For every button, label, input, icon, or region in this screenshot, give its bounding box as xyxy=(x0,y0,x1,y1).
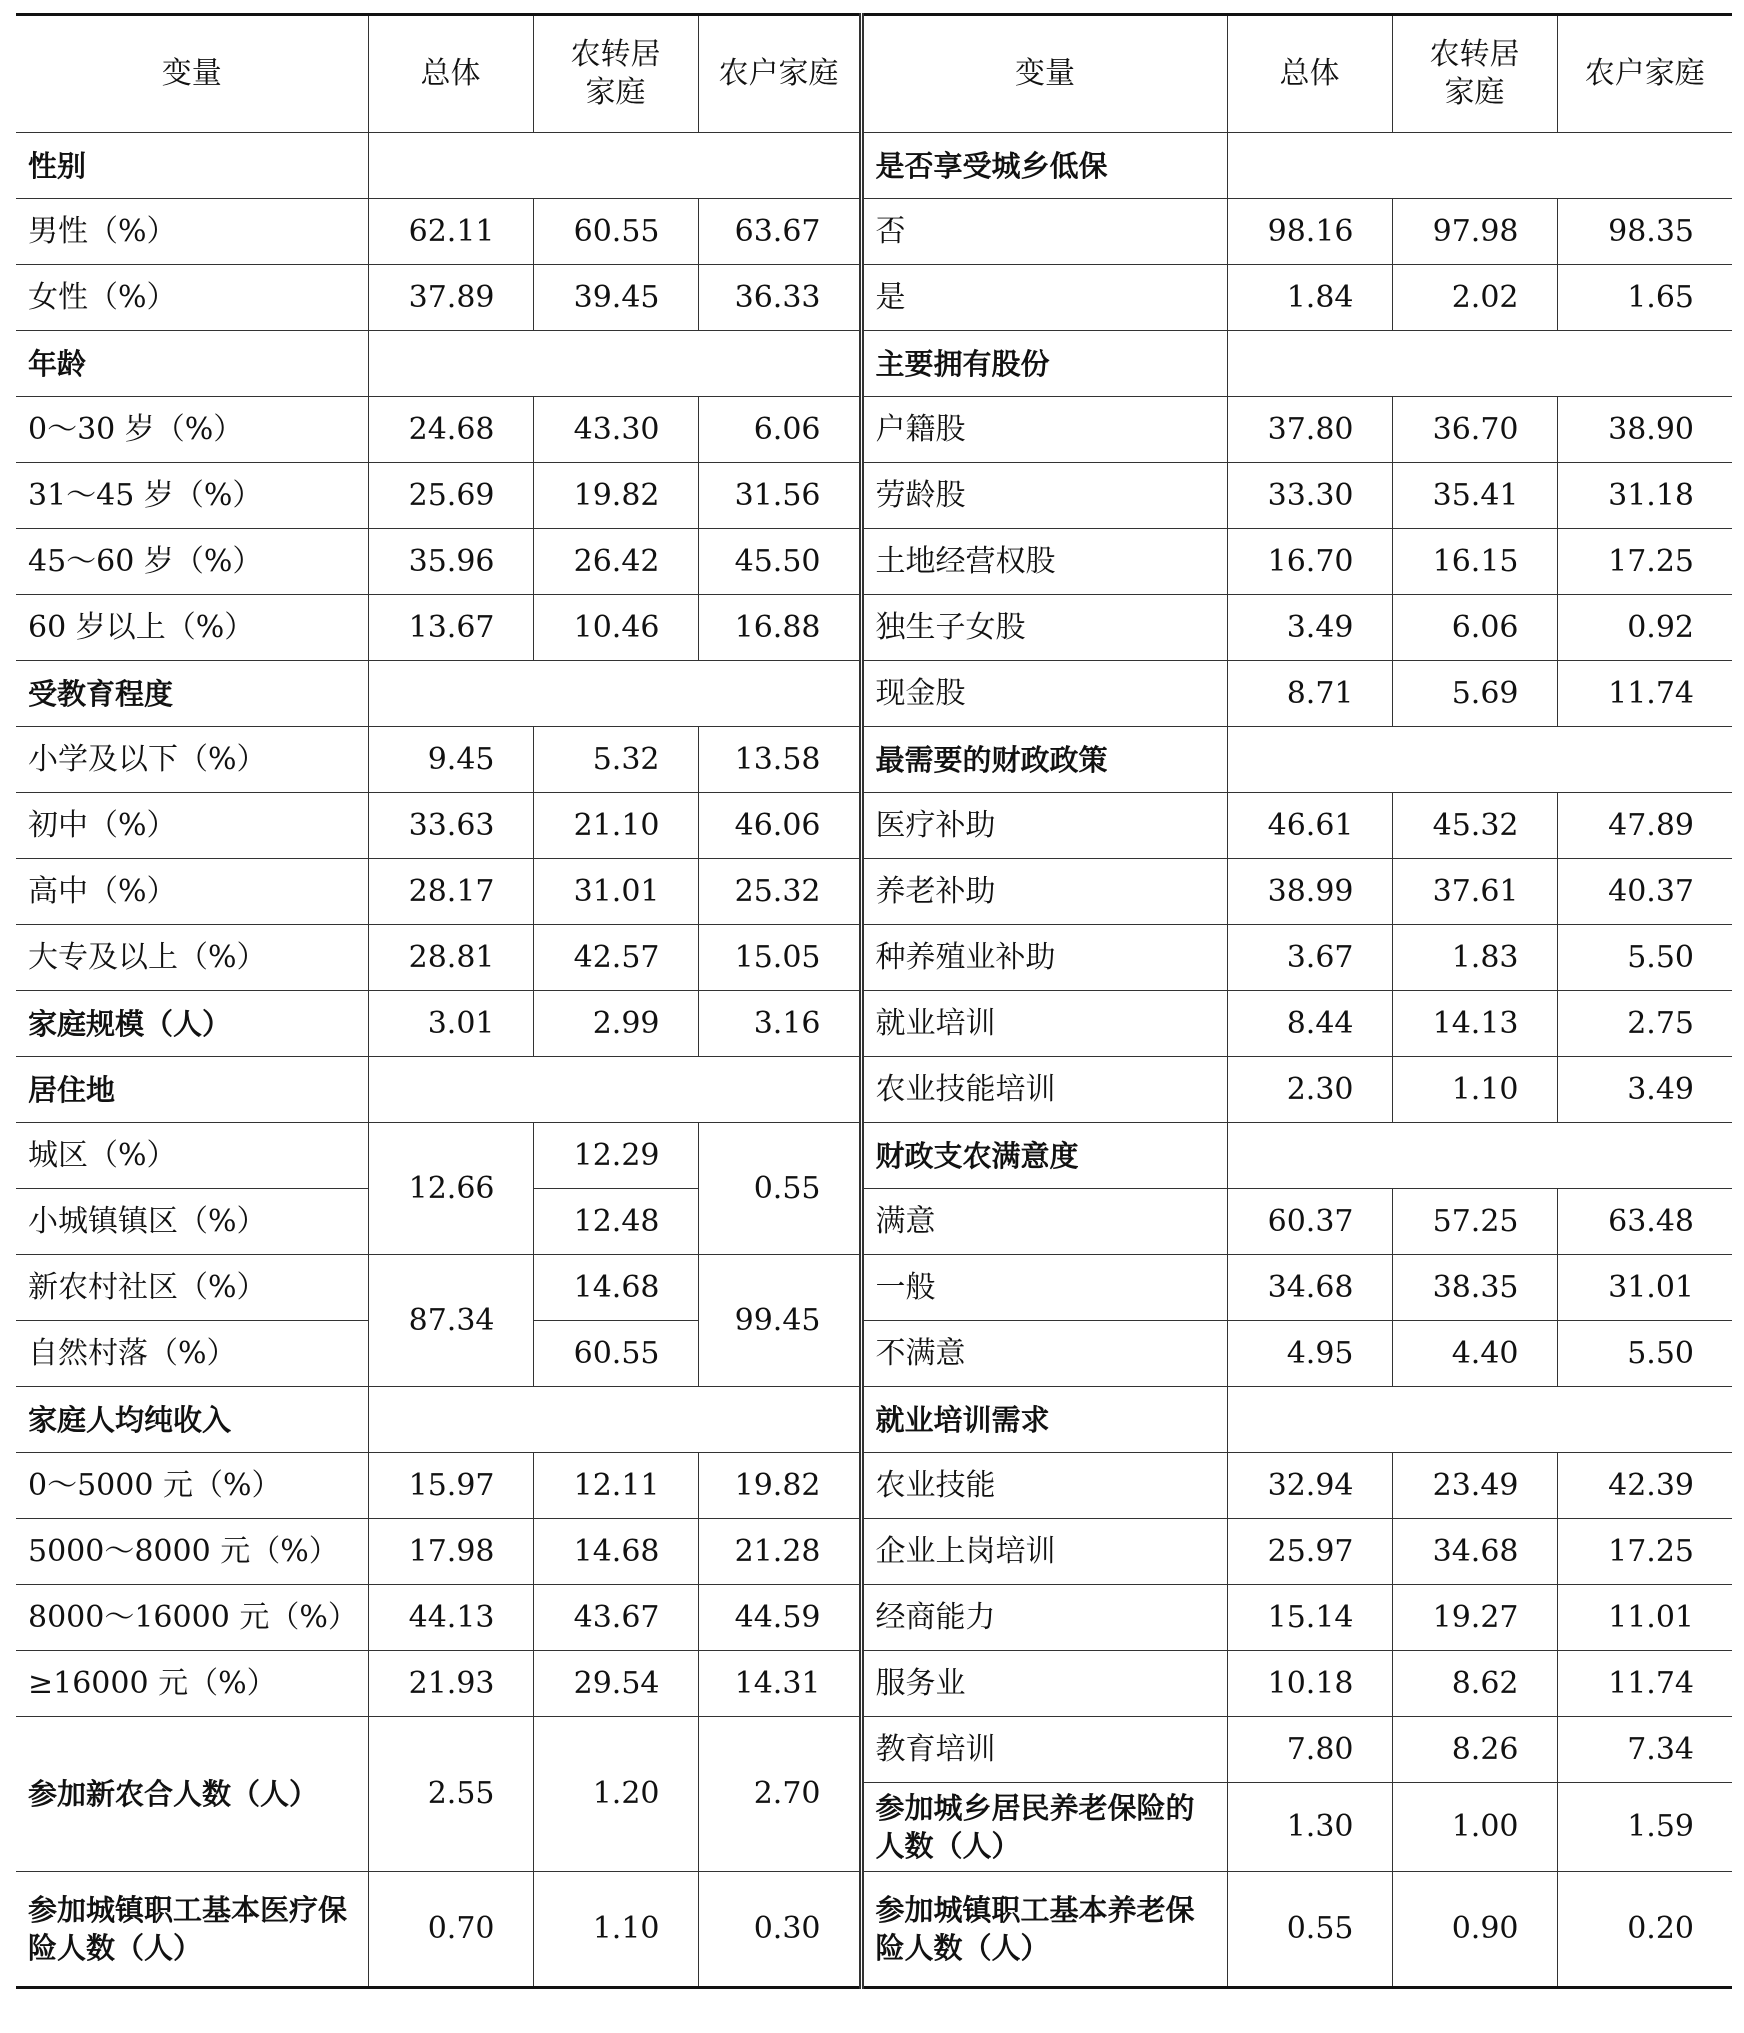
cell-total: 13.67 xyxy=(368,595,533,661)
empty-cell xyxy=(1227,1387,1732,1453)
cell-converted: 14.68 xyxy=(533,1255,698,1321)
table-row xyxy=(16,1387,1732,1453)
table-row xyxy=(16,463,1732,529)
cell-converted: 4.40 xyxy=(1392,1321,1557,1387)
cell-total-merged: 87.34 xyxy=(368,1255,533,1387)
header-converted-right: 农转居 家庭 xyxy=(1392,15,1557,133)
table-row xyxy=(16,529,1732,595)
cell-farm-merged: 2.70 xyxy=(698,1717,861,1872)
cell-converted: 34.68 xyxy=(1392,1519,1557,1585)
cell-converted: 1.83 xyxy=(1392,925,1557,991)
cell-farm: 5.50 xyxy=(1557,1321,1732,1387)
cell-total: 0.55 xyxy=(1227,1872,1392,1988)
row-label: 户籍股 xyxy=(861,397,1227,463)
cell-converted: 19.82 xyxy=(533,463,698,529)
empty-cell xyxy=(1227,331,1732,397)
cell-farm: 44.59 xyxy=(698,1585,861,1651)
cell-converted: 37.61 xyxy=(1392,859,1557,925)
row-label: 8000～16000 元（%） xyxy=(16,1585,368,1651)
row-label-urban-medical: 参加城镇职工基本医疗保险人数（人） xyxy=(16,1872,368,1988)
cell-converted: 8.62 xyxy=(1392,1651,1557,1717)
cell-total: 28.81 xyxy=(368,925,533,991)
cell-farm: 17.25 xyxy=(1557,1519,1732,1585)
cell-total: 15.97 xyxy=(368,1453,533,1519)
cell-total: 60.37 xyxy=(1227,1189,1392,1255)
cell-farm: 11.01 xyxy=(1557,1585,1732,1651)
cell-total: 3.67 xyxy=(1227,925,1392,991)
table-row xyxy=(16,595,1732,661)
cell-farm: 21.28 xyxy=(698,1519,861,1585)
cell-converted: 16.15 xyxy=(1392,529,1557,595)
cell-total: 4.95 xyxy=(1227,1321,1392,1387)
section-dibao: 是否享受城乡低保 xyxy=(861,133,1227,199)
cell-farm: 17.25 xyxy=(1557,529,1732,595)
cell-converted: 97.98 xyxy=(1392,199,1557,265)
row-label: 5000～8000 元（%） xyxy=(16,1519,368,1585)
row-label: 高中（%） xyxy=(16,859,368,925)
section-policy: 最需要的财政政策 xyxy=(861,727,1227,793)
cell-total: 1.30 xyxy=(1227,1783,1392,1872)
table-row xyxy=(16,1717,1732,1783)
empty-cell xyxy=(368,331,861,397)
row-label: 新农村社区（%） xyxy=(16,1255,368,1321)
row-label: 医疗补助 xyxy=(861,793,1227,859)
empty-cell xyxy=(1227,1123,1732,1189)
table-row xyxy=(16,133,1732,199)
header-variable-left: 变量 xyxy=(16,15,368,133)
row-label: 土地经营权股 xyxy=(861,529,1227,595)
cell-total-merged: 2.55 xyxy=(368,1717,533,1872)
section-age: 年龄 xyxy=(16,331,368,397)
empty-cell xyxy=(1227,133,1732,199)
cell-farm: 36.33 xyxy=(698,265,861,331)
cell-total: 37.89 xyxy=(368,265,533,331)
table-row xyxy=(16,1519,1732,1585)
cell-total: 2.30 xyxy=(1227,1057,1392,1123)
cell-farm: 31.18 xyxy=(1557,463,1732,529)
row-label: 0～30 岁（%） xyxy=(16,397,368,463)
cell-converted: 60.55 xyxy=(533,199,698,265)
survey-statistics-table xyxy=(16,13,1732,1989)
cell-farm: 14.31 xyxy=(698,1651,861,1717)
header-farm-right: 农户家庭 xyxy=(1557,15,1732,133)
cell-converted: 2.99 xyxy=(533,991,698,1057)
row-label: 企业上岗培训 xyxy=(861,1519,1227,1585)
cell-total: 25.97 xyxy=(1227,1519,1392,1585)
table-row xyxy=(16,991,1732,1057)
cell-farm-merged: 99.45 xyxy=(698,1255,861,1387)
table-row xyxy=(16,859,1732,925)
cell-farm: 6.06 xyxy=(698,397,861,463)
cell-converted: 12.29 xyxy=(533,1123,698,1189)
header-row xyxy=(16,15,1732,133)
cell-farm: 3.16 xyxy=(698,991,861,1057)
row-label: 60 岁以上（%） xyxy=(16,595,368,661)
cell-total: 38.99 xyxy=(1227,859,1392,925)
cell-converted: 38.35 xyxy=(1392,1255,1557,1321)
cell-farm: 1.65 xyxy=(1557,265,1732,331)
table-row xyxy=(16,661,1732,727)
cell-farm: 31.01 xyxy=(1557,1255,1732,1321)
section-training: 就业培训需求 xyxy=(861,1387,1227,1453)
empty-cell xyxy=(368,1387,861,1453)
row-label-family-size: 家庭规模（人） xyxy=(16,991,368,1057)
cell-converted: 29.54 xyxy=(533,1651,698,1717)
section-education: 受教育程度 xyxy=(16,661,368,727)
section-satisfaction: 财政支农满意度 xyxy=(861,1123,1227,1189)
cell-converted: 1.10 xyxy=(533,1872,698,1988)
table-row xyxy=(16,1057,1732,1123)
header-total-left: 总体 xyxy=(368,15,533,133)
cell-total: 16.70 xyxy=(1227,529,1392,595)
empty-cell xyxy=(368,1057,861,1123)
cell-converted: 39.45 xyxy=(533,265,698,331)
section-income: 家庭人均纯收入 xyxy=(16,1387,368,1453)
row-label: 男性（%） xyxy=(16,199,368,265)
cell-total: 35.96 xyxy=(368,529,533,595)
cell-farm: 42.39 xyxy=(1557,1453,1732,1519)
table-row xyxy=(16,1123,1732,1189)
cell-farm: 31.56 xyxy=(698,463,861,529)
cell-total: 3.01 xyxy=(368,991,533,1057)
table-row xyxy=(16,397,1732,463)
row-label: 教育培训 xyxy=(861,1717,1227,1783)
cell-converted: 43.30 xyxy=(533,397,698,463)
cell-farm: 16.88 xyxy=(698,595,861,661)
row-label: 服务业 xyxy=(861,1651,1227,1717)
cell-converted: 21.10 xyxy=(533,793,698,859)
cell-total: 28.17 xyxy=(368,859,533,925)
row-label: 大专及以上（%） xyxy=(16,925,368,991)
row-label: 小学及以下（%） xyxy=(16,727,368,793)
cell-converted: 36.70 xyxy=(1392,397,1557,463)
cell-total: 34.68 xyxy=(1227,1255,1392,1321)
cell-converted: 23.49 xyxy=(1392,1453,1557,1519)
row-label: 31～45 岁（%） xyxy=(16,463,368,529)
cell-total: 98.16 xyxy=(1227,199,1392,265)
empty-cell xyxy=(368,661,861,727)
row-label: 0～5000 元（%） xyxy=(16,1453,368,1519)
cell-total: 17.98 xyxy=(368,1519,533,1585)
cell-converted: 42.57 xyxy=(533,925,698,991)
cell-total: 8.71 xyxy=(1227,661,1392,727)
cell-converted: 60.55 xyxy=(533,1321,698,1387)
row-label: 小城镇镇区（%） xyxy=(16,1189,368,1255)
cell-total: 0.70 xyxy=(368,1872,533,1988)
table-row xyxy=(16,199,1732,265)
cell-converted: 12.48 xyxy=(533,1189,698,1255)
cell-converted: 12.11 xyxy=(533,1453,698,1519)
cell-total: 32.94 xyxy=(1227,1453,1392,1519)
cell-farm: 2.75 xyxy=(1557,991,1732,1057)
row-label: 自然村落（%） xyxy=(16,1321,368,1387)
cell-converted: 35.41 xyxy=(1392,463,1557,529)
cell-farm-merged: 0.55 xyxy=(698,1123,861,1255)
table-wrapper xyxy=(16,13,1732,1989)
cell-farm: 19.82 xyxy=(698,1453,861,1519)
table-row xyxy=(16,265,1732,331)
cell-converted: 19.27 xyxy=(1392,1585,1557,1651)
table-row xyxy=(16,331,1732,397)
empty-cell xyxy=(368,133,861,199)
row-label-pension: 参加城乡居民养老保险的人数（人） xyxy=(861,1783,1227,1872)
row-label: 农业技能培训 xyxy=(861,1057,1227,1123)
header-total-right: 总体 xyxy=(1227,15,1392,133)
row-label-urban-pension: 参加城镇职工基本养老保险人数（人） xyxy=(861,1872,1227,1988)
cell-total: 15.14 xyxy=(1227,1585,1392,1651)
cell-total: 62.11 xyxy=(368,199,533,265)
cell-converted-merged: 1.20 xyxy=(533,1717,698,1872)
row-label: 养老补助 xyxy=(861,859,1227,925)
row-label: 一般 xyxy=(861,1255,1227,1321)
cell-farm: 13.58 xyxy=(698,727,861,793)
cell-converted: 45.32 xyxy=(1392,793,1557,859)
cell-converted: 57.25 xyxy=(1392,1189,1557,1255)
cell-converted: 14.13 xyxy=(1392,991,1557,1057)
table-row xyxy=(16,1651,1732,1717)
row-label-ncms: 参加新农合人数（人） xyxy=(16,1717,368,1872)
cell-farm: 0.92 xyxy=(1557,595,1732,661)
section-shares: 主要拥有股份 xyxy=(861,331,1227,397)
cell-farm: 7.34 xyxy=(1557,1717,1732,1783)
cell-total: 7.80 xyxy=(1227,1717,1392,1783)
cell-converted: 0.90 xyxy=(1392,1872,1557,1988)
cell-total: 24.68 xyxy=(368,397,533,463)
cell-total-merged: 12.66 xyxy=(368,1123,533,1255)
cell-farm: 40.37 xyxy=(1557,859,1732,925)
cell-converted: 6.06 xyxy=(1392,595,1557,661)
cell-farm: 45.50 xyxy=(698,529,861,595)
cell-total: 8.44 xyxy=(1227,991,1392,1057)
cell-converted: 2.02 xyxy=(1392,265,1557,331)
row-label: 满意 xyxy=(861,1189,1227,1255)
row-label: 城区（%） xyxy=(16,1123,368,1189)
row-label: 女性（%） xyxy=(16,265,368,331)
cell-converted: 1.10 xyxy=(1392,1057,1557,1123)
table-row xyxy=(16,1872,1732,1988)
cell-farm: 47.89 xyxy=(1557,793,1732,859)
cell-converted: 8.26 xyxy=(1392,1717,1557,1783)
cell-total: 3.49 xyxy=(1227,595,1392,661)
cell-total: 25.69 xyxy=(368,463,533,529)
cell-total: 21.93 xyxy=(368,1651,533,1717)
cell-converted: 31.01 xyxy=(533,859,698,925)
cell-farm: 1.59 xyxy=(1557,1783,1732,1872)
cell-total: 37.80 xyxy=(1227,397,1392,463)
cell-farm: 5.50 xyxy=(1557,925,1732,991)
cell-farm: 38.90 xyxy=(1557,397,1732,463)
cell-total: 33.63 xyxy=(368,793,533,859)
cell-converted: 1.00 xyxy=(1392,1783,1557,1872)
cell-farm: 3.49 xyxy=(1557,1057,1732,1123)
cell-converted: 5.69 xyxy=(1392,661,1557,727)
cell-total: 9.45 xyxy=(368,727,533,793)
cell-farm: 98.35 xyxy=(1557,199,1732,265)
cell-farm: 46.06 xyxy=(698,793,861,859)
cell-total: 1.84 xyxy=(1227,265,1392,331)
cell-farm: 0.20 xyxy=(1557,1872,1732,1988)
table-row xyxy=(16,1453,1732,1519)
cell-total: 46.61 xyxy=(1227,793,1392,859)
empty-cell xyxy=(1227,727,1732,793)
row-label: 不满意 xyxy=(861,1321,1227,1387)
row-label: 经商能力 xyxy=(861,1585,1227,1651)
row-label: 是 xyxy=(861,265,1227,331)
table-row xyxy=(16,727,1732,793)
row-label: 现金股 xyxy=(861,661,1227,727)
cell-farm: 11.74 xyxy=(1557,661,1732,727)
cell-converted: 26.42 xyxy=(533,529,698,595)
section-gender: 性别 xyxy=(16,133,368,199)
cell-converted: 5.32 xyxy=(533,727,698,793)
table-row xyxy=(16,1321,1732,1387)
header-farm-left: 农户家庭 xyxy=(698,15,861,133)
cell-farm: 15.05 xyxy=(698,925,861,991)
row-label: 初中（%） xyxy=(16,793,368,859)
row-label: 农业技能 xyxy=(861,1453,1227,1519)
table-row xyxy=(16,1189,1732,1255)
header-variable-right: 变量 xyxy=(861,15,1227,133)
row-label: ≥16000 元（%） xyxy=(16,1651,368,1717)
section-residence: 居住地 xyxy=(16,1057,368,1123)
cell-converted: 43.67 xyxy=(533,1585,698,1651)
cell-farm: 11.74 xyxy=(1557,1651,1732,1717)
table-row xyxy=(16,1255,1732,1321)
cell-farm: 63.48 xyxy=(1557,1189,1732,1255)
table-row xyxy=(16,925,1732,991)
cell-farm: 0.30 xyxy=(698,1872,861,1988)
header-converted-left: 农转居 家庭 xyxy=(533,15,698,133)
row-label: 种养殖业补助 xyxy=(861,925,1227,991)
cell-converted: 10.46 xyxy=(533,595,698,661)
cell-total: 10.18 xyxy=(1227,1651,1392,1717)
cell-farm: 25.32 xyxy=(698,859,861,925)
cell-total: 44.13 xyxy=(368,1585,533,1651)
cell-farm: 63.67 xyxy=(698,199,861,265)
row-label: 否 xyxy=(861,199,1227,265)
row-label: 独生子女股 xyxy=(861,595,1227,661)
cell-total: 33.30 xyxy=(1227,463,1392,529)
cell-converted: 14.68 xyxy=(533,1519,698,1585)
row-label: 劳龄股 xyxy=(861,463,1227,529)
table-row xyxy=(16,793,1732,859)
row-label: 就业培训 xyxy=(861,991,1227,1057)
row-label: 45～60 岁（%） xyxy=(16,529,368,595)
table-row xyxy=(16,1585,1732,1651)
